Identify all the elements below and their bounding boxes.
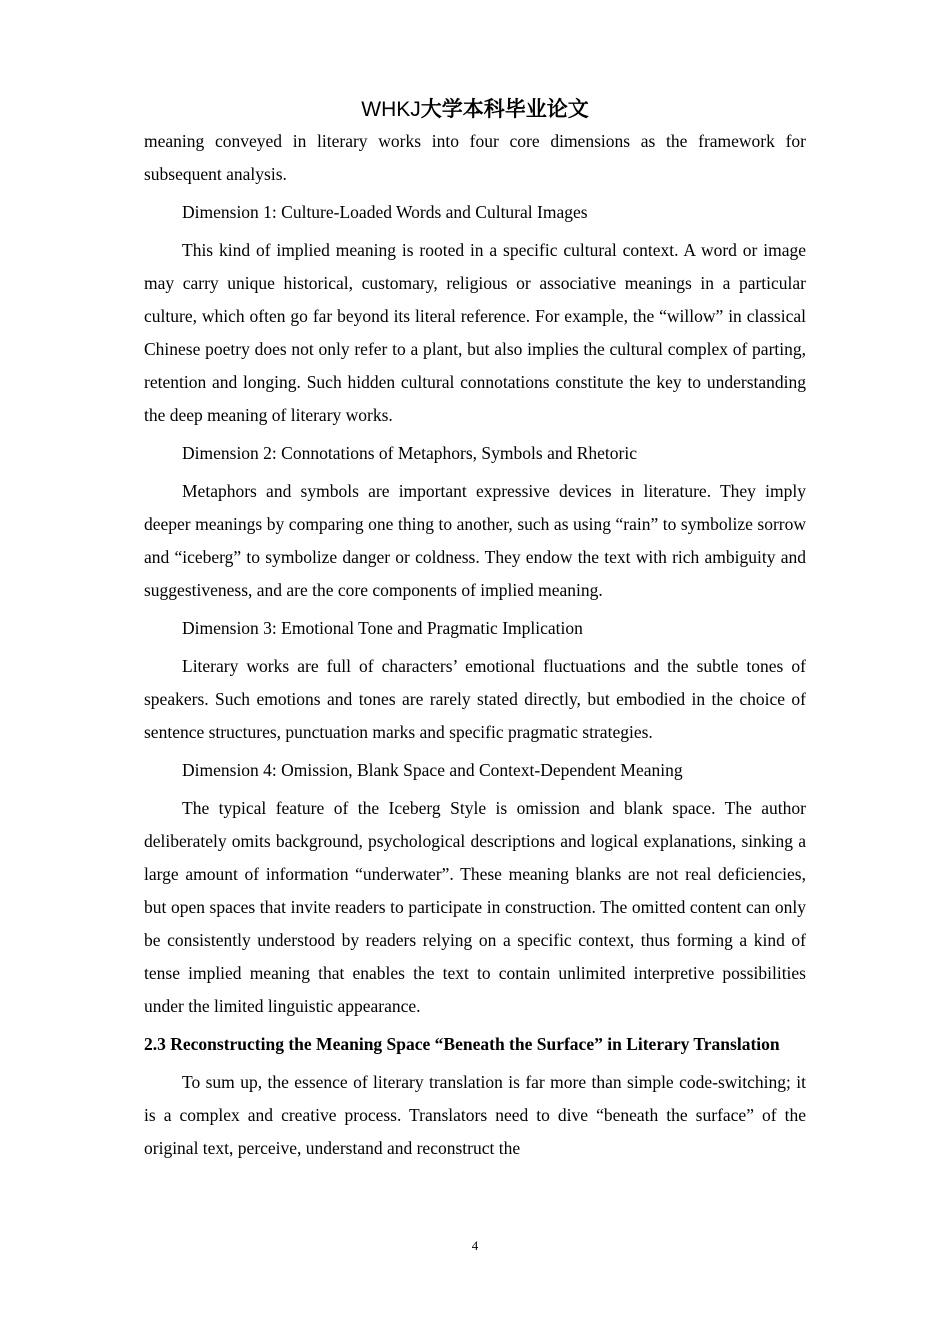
paragraph-dimension-4: The typical feature of the Iceberg Style is omission and blank space. The author deliberately omits background, psychological descriptions and logical explanations, sinking a large amount of information “underwater”. These meaning blanks are not real deficiencies, but open spaces that invite readers to participate in construction. The omitted content can only be consistently understood by readers relying on a specific context, thus forming a kind of tense implied meaning that enables the text to contain unlimited interpretive possibilities under the limited linguistic appearance. (144, 798, 806, 1016)
page-header (0, 96, 950, 123)
paragraph-dimension-1: This kind of implied meaning is rooted in a specific cultural context. A word or image may carry unique historical, customary, religious or associative meanings in a particular culture, which often go far beyond its literal reference. For example, the “willow” in classical Chinese poetry does not only refer to a plant, but also implies the cultural complex of parting, retention and longing. Such hidden cultural connotations constitute the key to understanding the deep meaning of literary works. (144, 240, 806, 425)
dimension-2-title: Dimension 2: Connotations of Metaphors, Symbols and Rhetoric (182, 443, 637, 463)
section-heading-2-3: 2.3 Reconstructing the Meaning Space “Beneath the Surface” in Literary Translation (144, 1034, 780, 1054)
paragraph-dimension-2: Metaphors and symbols are important expressive devices in literature. They imply deeper meanings by comparing one thing to another, such as using “rain” to symbolize sorrow and “iceberg” to symbolize danger or coldness. They endow the text with rich ambiguity and suggestiveness, and are the core components of implied meaning. (144, 481, 806, 600)
paragraph-summary: To sum up, the essence of literary translation is far more than simple code-switching; it is a complex and creative process. Translators need to dive “beneath the surface” of the original text, perceive, understand and reconstruct the (144, 1072, 806, 1158)
header-cjk-text: 大学本科毕业论文 (420, 97, 589, 121)
paragraph-dimension-3: Literary works are full of characters’ emotional fluctuations and the subtle tones of speakers. Such emotions and tones are rarely stated directly, but embodied in the choice of sentence structures, punctuation marks and specific pragmatic strategies. (144, 656, 806, 742)
dimension-4-title: Dimension 4: Omission, Blank Space and Context-Dependent Meaning (182, 760, 683, 780)
dimension-3-title: Dimension 3: Emotional Tone and Pragmatic Implication (182, 618, 583, 638)
dimension-1-title: Dimension 1: Culture-Loaded Words and Cultural Images (182, 202, 588, 222)
header-latin-text: WHKJ (361, 98, 421, 121)
page-body (144, 125, 806, 1165)
page-number: 4 (471, 1238, 479, 1253)
paragraph-continuation: meaning conveyed in literary works into four core dimensions as the framework for subsequent analysis. (144, 131, 806, 184)
